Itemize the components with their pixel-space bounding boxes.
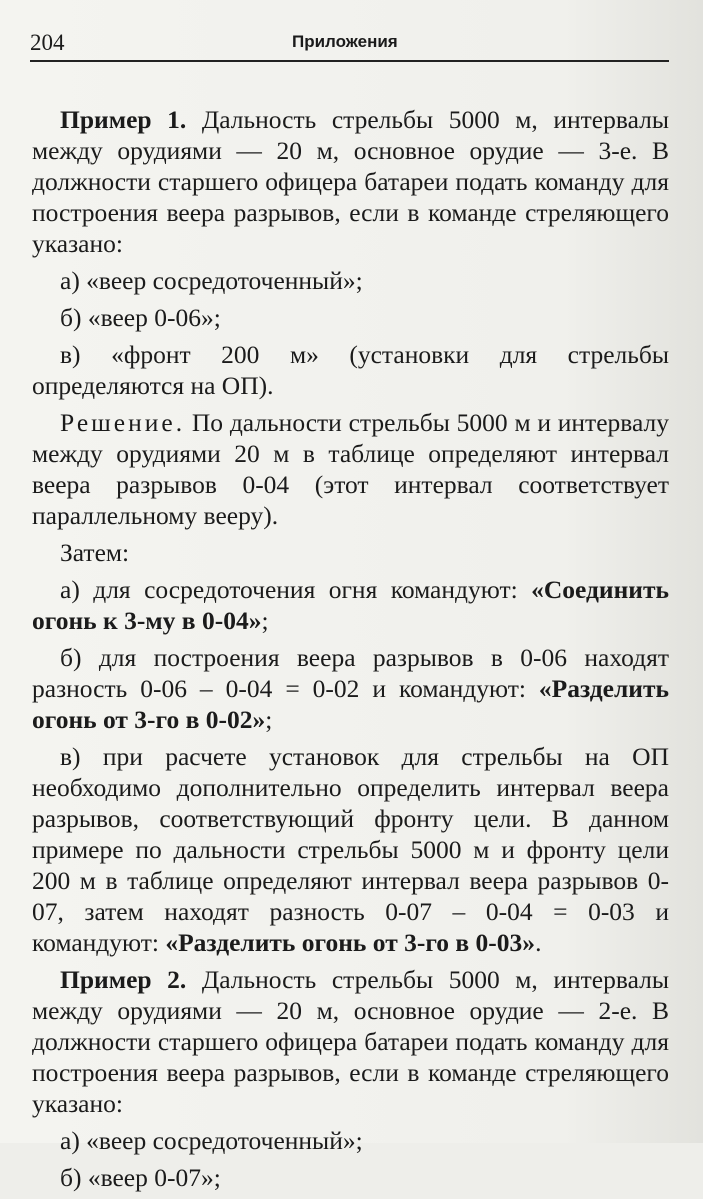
step-b-end: ; (265, 705, 273, 734)
example-2-item-b: б) «веер 0-07»; (60, 1163, 221, 1192)
example-1-paragraph (32, 104, 669, 259)
step-a-command: «Соединить огонь к 3-му в 0-04» (32, 575, 669, 635)
running-head: Приложения (292, 32, 398, 51)
solution-step-a (32, 574, 669, 636)
example-2-paragraph (32, 964, 669, 1119)
step-a-text: а) для сосредоточения огня командуют: (60, 575, 532, 604)
page-number: 204 (30, 30, 65, 55)
page-header (30, 26, 669, 62)
solution-text: По дальности стрельбы 5000 м и интервалу между орудиями 20 м в таблице определяют интервал веера разрывов 0-04 (этот интервал соответствует параллельному вееру). (32, 408, 669, 530)
step-b-text: б) для построения веера разрывов в 0-06 находят разность 0-06 – 0-04 = 0-02 и командуют: (32, 643, 669, 703)
example-2-text: Дальность стрельбы 5000 м, интервалы между орудиями — 20 м, основное орудие — 2-е. В должности старшего офицера батареи подать команду для построения веера разрывов, если в команде стреляющего указано: (32, 965, 669, 1118)
example-2-item-a: а) «веер сосредоточенный»; (60, 1126, 363, 1155)
solution-step-c (32, 741, 669, 958)
example-1-label: Пример 1. (60, 105, 187, 134)
example-1-item-b: б) «веер 0-06»; (60, 303, 221, 332)
page-body (32, 104, 669, 1199)
solution-step-b (32, 642, 669, 735)
example-1-text: Дальность стрельбы 5000 м, интервалы между орудиями — 20 м, основное орудие — 3-е. В должности старшего офицера батареи подать команду для построения веера разрывов, если в команде стреляющего указано: (32, 105, 669, 258)
step-a-end: ; (261, 606, 269, 635)
step-c-command: «Разделить огонь от 3-го в 0-03» (165, 928, 536, 957)
step-b-command: «Разделить огонь от 3-го в 0-02» (32, 674, 669, 734)
solution-then: Затем: (60, 538, 130, 567)
step-c-text: в) при расчете установок для стрельбы на ОП необходимо дополнительно определить интервал веера разрывов, соответствующий фронту цели. В данном примере по дальности стрельбы 5000 м и фронту цели 200 м в таблице определяют интервал веера разрывов 0-07, затем находят разность 0-07 – 0-04 = 0-03 и командуют: (32, 742, 669, 957)
example-1-item-a: а) «веер сосредоточенный»; (60, 266, 363, 295)
solution-paragraph (32, 407, 669, 531)
example-2-label: Пример 2. (60, 965, 187, 994)
solution-label: Решение. (60, 408, 186, 437)
example-1-item-c: в) «фронт 200 м» (установки для стрельбы определяются на ОП). (32, 340, 669, 400)
step-c-end: . (535, 928, 542, 957)
